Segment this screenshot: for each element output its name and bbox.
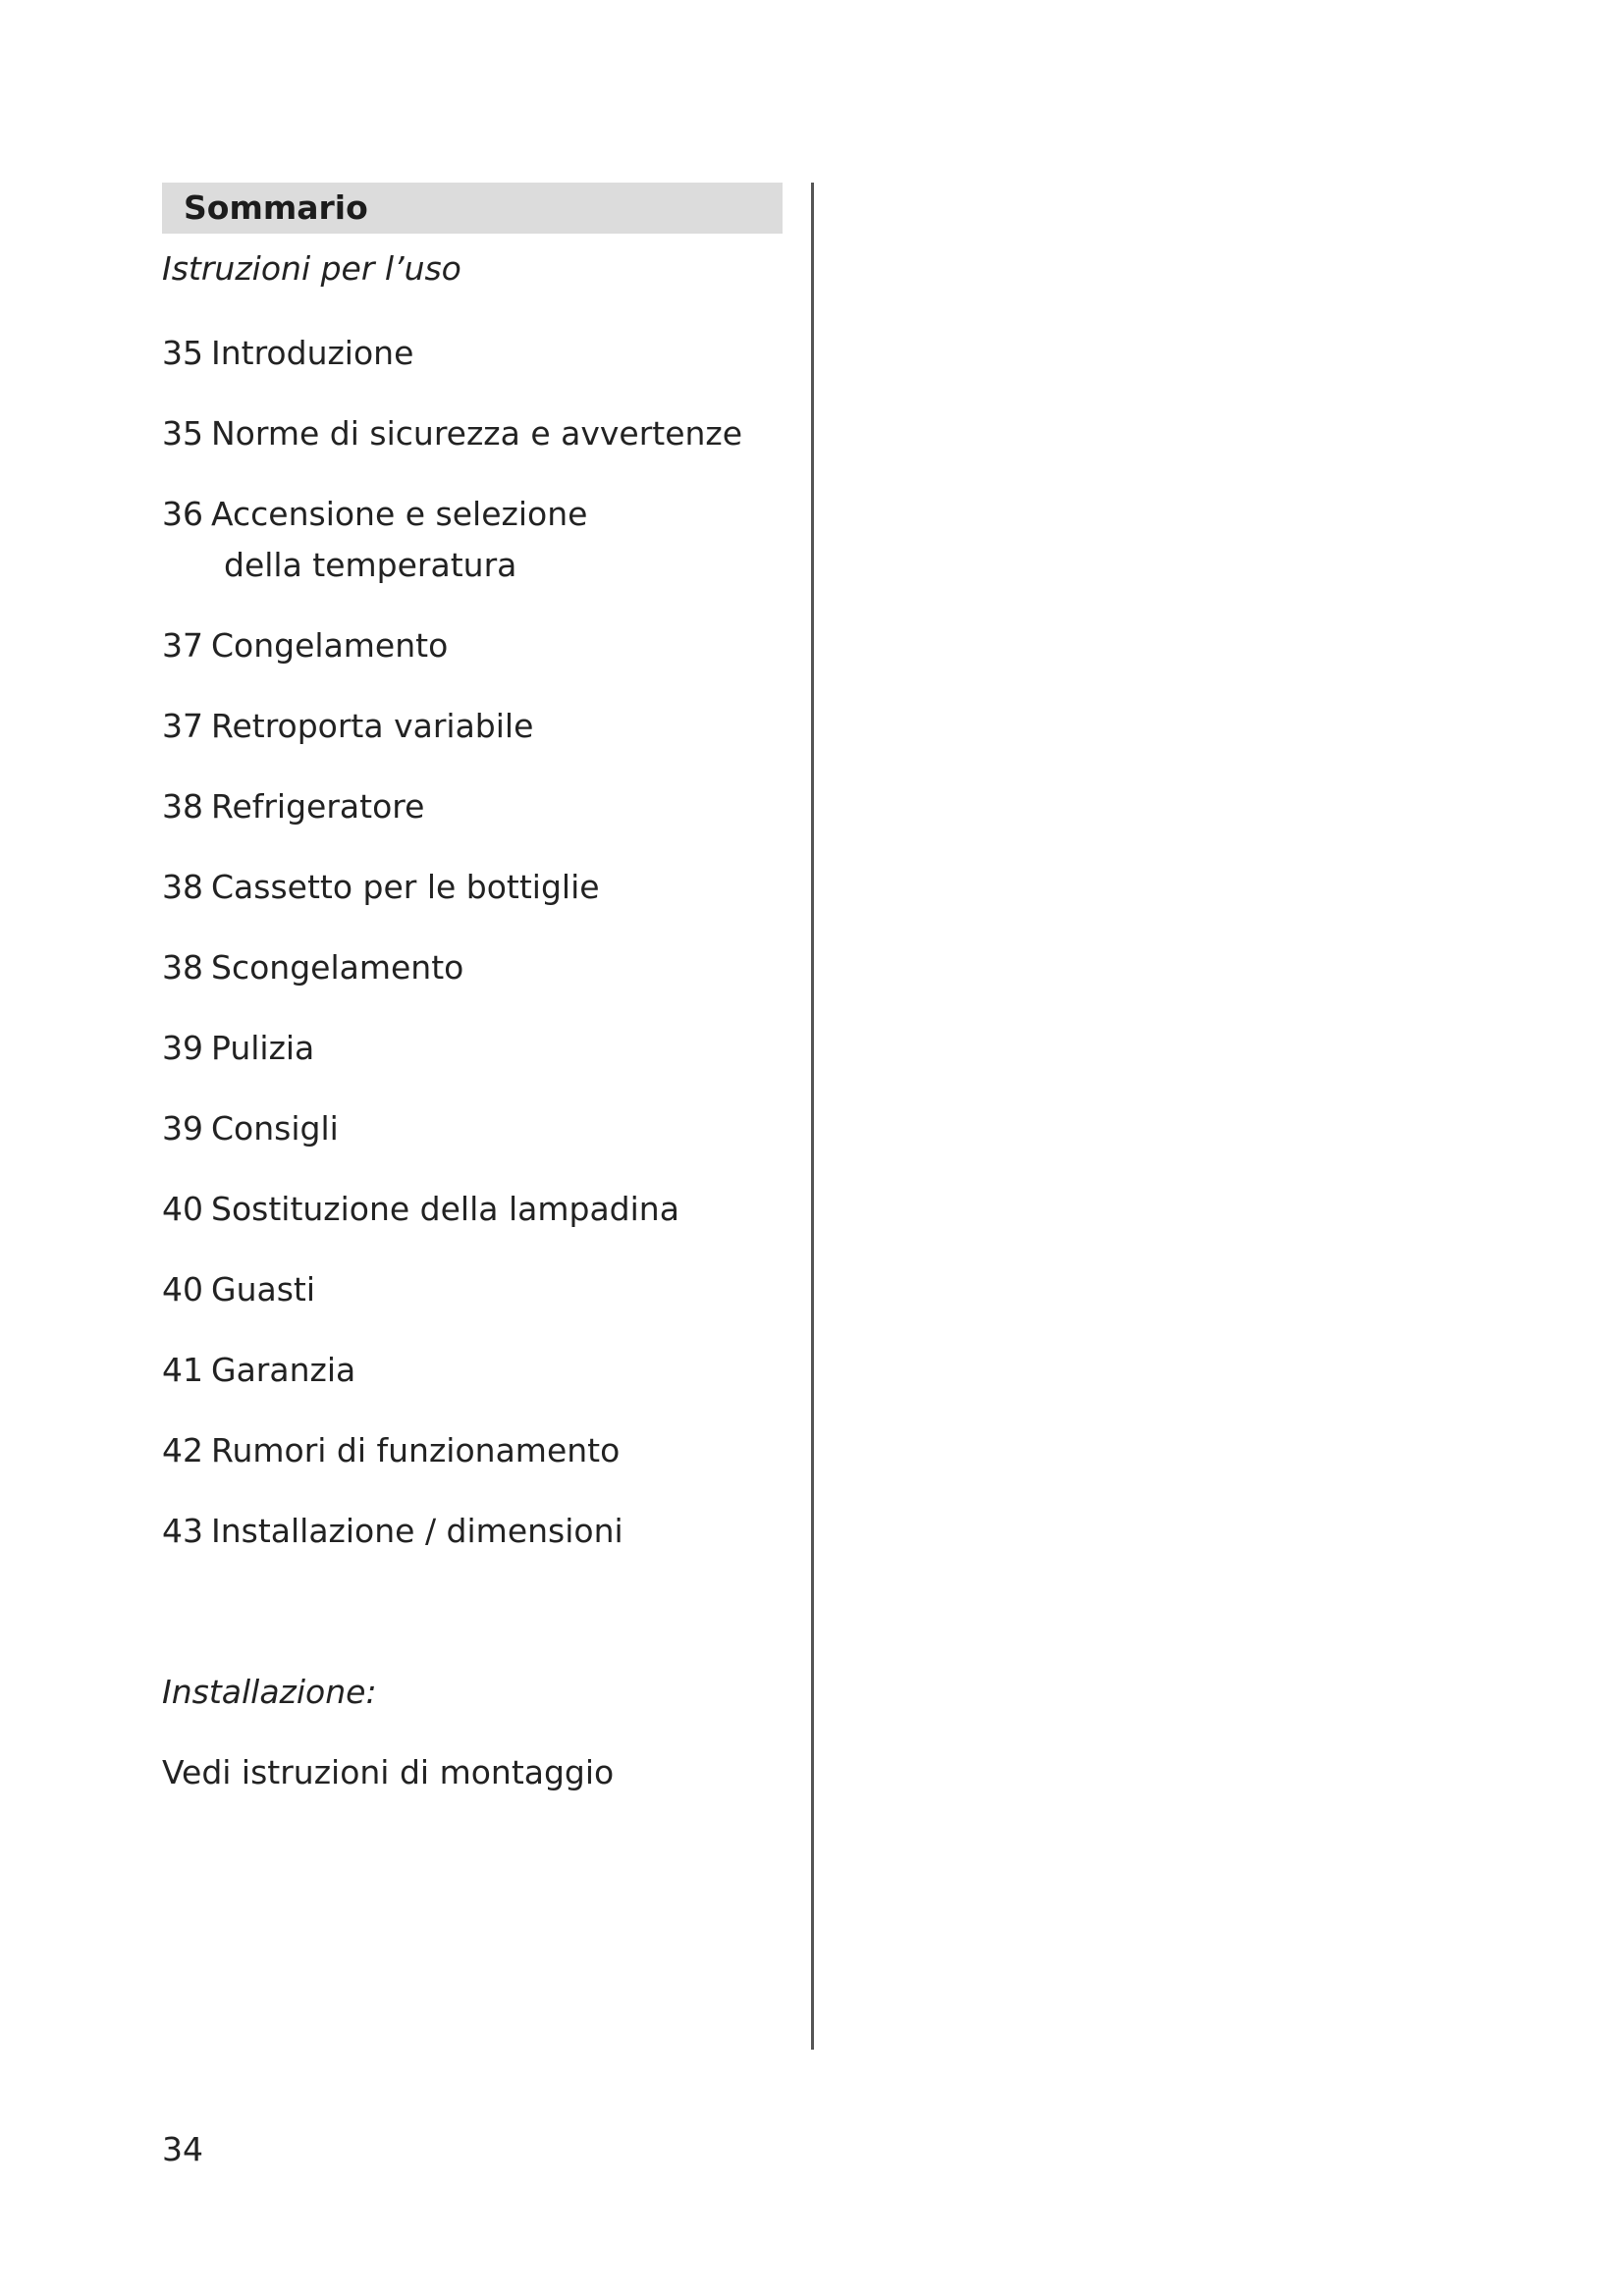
toc-label: Sostituzione della lampadina <box>211 1190 679 1228</box>
section-header <box>162 183 783 234</box>
toc-item <box>162 701 783 752</box>
toc-label: Consigli <box>211 1109 339 1148</box>
toc-label: Refrigeratore <box>211 787 425 826</box>
section-title: Sommario <box>184 188 368 227</box>
toc-label: Retroporta variabile <box>211 707 534 745</box>
toc-page-number: 37 <box>162 707 203 745</box>
toc-label: Accensione e selezione <box>211 495 588 533</box>
toc-page-number: 41 <box>162 1351 203 1389</box>
toc-label: Rumori di funzionamento <box>211 1431 621 1469</box>
toc-label-continuation: della temperatura <box>224 546 517 584</box>
toc-page-number: 42 <box>162 1431 203 1469</box>
toc-label: Garanzia <box>211 1351 356 1389</box>
toc-item <box>162 1264 783 1315</box>
toc-page-number: 39 <box>162 1109 203 1148</box>
toc-item <box>162 781 783 832</box>
toc-page-number: 35 <box>162 334 203 372</box>
toc-item <box>162 1345 783 1396</box>
toc-item <box>162 1023 783 1074</box>
toc-item <box>162 1425 783 1476</box>
toc-label: Installazione / dimensioni <box>211 1512 623 1550</box>
toc-page-number: 40 <box>162 1270 203 1308</box>
toc-page-number: 35 <box>162 414 203 453</box>
toc-item <box>162 1506 783 1557</box>
toc-item <box>162 408 783 459</box>
toc-page-number: 40 <box>162 1190 203 1228</box>
toc-item <box>162 328 783 379</box>
toc-page-number: 37 <box>162 626 203 665</box>
toc-item <box>162 1184 783 1235</box>
subtitle: Istruzioni per l’uso <box>162 249 461 288</box>
installation-heading: Installazione: <box>162 1673 377 1711</box>
table-of-contents <box>162 183 783 1798</box>
toc-page-number: 39 <box>162 1029 203 1067</box>
toc-item <box>162 489 783 591</box>
toc-page-number: 38 <box>162 868 203 906</box>
toc-item <box>162 942 783 993</box>
toc-label: Introduzione <box>211 334 414 372</box>
toc-page-number: 38 <box>162 787 203 826</box>
toc-page-number: 36 <box>162 495 203 533</box>
toc-label: Guasti <box>211 1270 316 1308</box>
toc-item <box>162 1103 783 1154</box>
toc-page-number: 38 <box>162 948 203 987</box>
toc-item <box>162 620 783 671</box>
toc-list <box>162 328 783 1557</box>
toc-label: Cassetto per le bottiglie <box>211 868 600 906</box>
toc-item <box>162 862 783 913</box>
toc-page-number: 43 <box>162 1512 203 1550</box>
toc-label: Pulizia <box>211 1029 315 1067</box>
column-divider <box>811 183 814 2050</box>
page-number: 34 <box>162 2130 203 2168</box>
toc-label: Scongelamento <box>211 948 464 987</box>
toc-label: Norme di sicurezza e avvertenze <box>211 414 743 453</box>
toc-label: Congelamento <box>211 626 449 665</box>
installation-text: Vedi istruzioni di montaggio <box>162 1753 615 1791</box>
